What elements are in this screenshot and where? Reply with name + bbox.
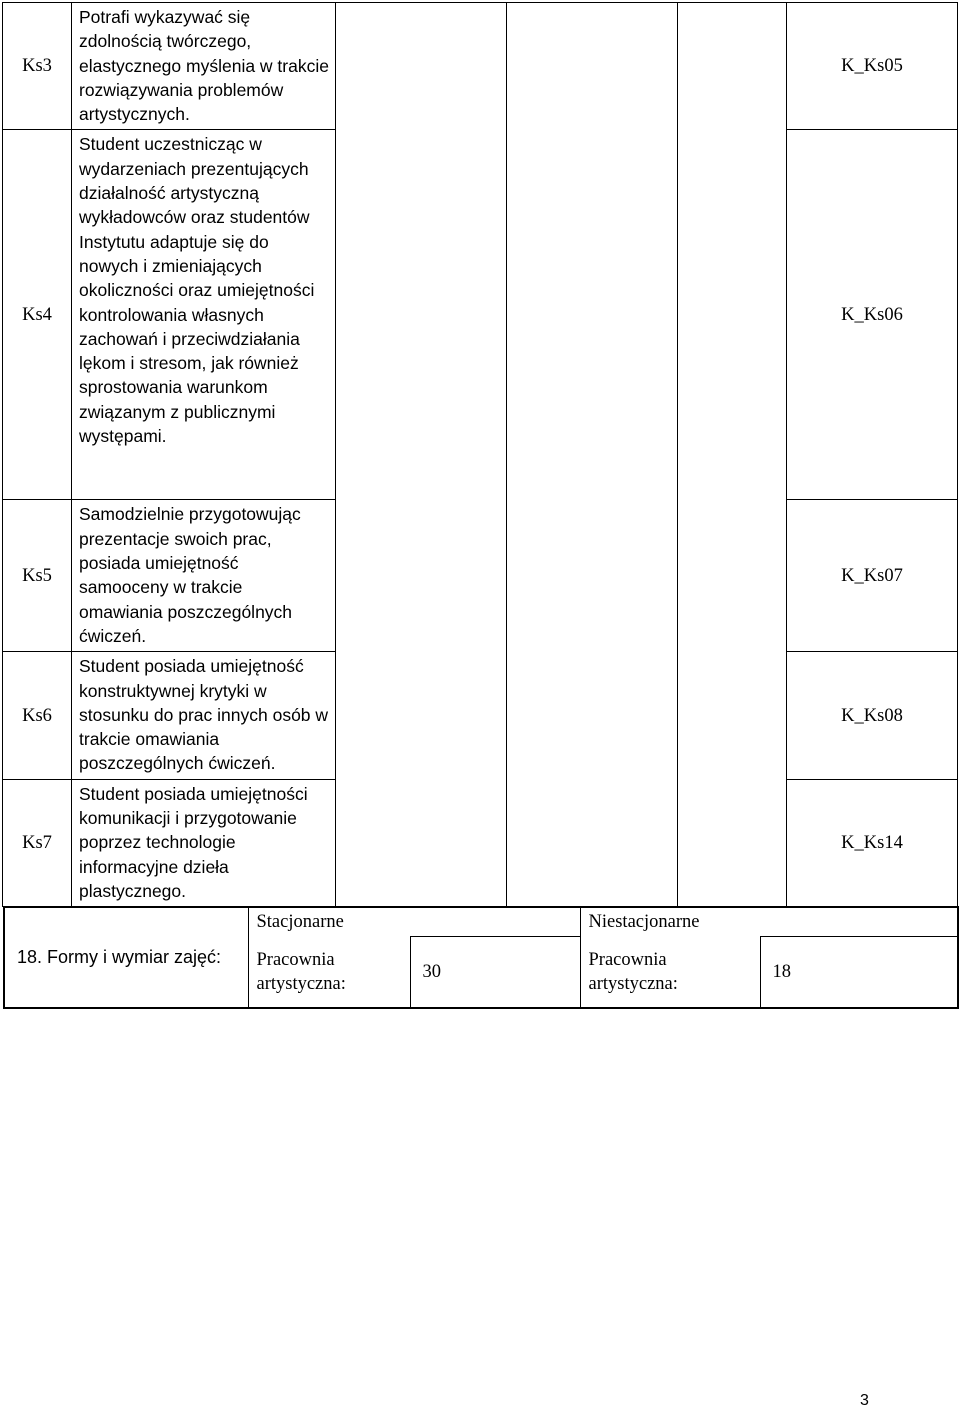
learning-outcomes-table xyxy=(2,2,958,907)
part-time-hours: 18 xyxy=(760,937,958,1008)
outcome-code: Ks5 xyxy=(3,500,72,652)
outcome-code: Ks6 xyxy=(3,652,72,779)
outcome-effect-code: K_Ks08 xyxy=(787,652,958,779)
outcome-description: Student posiada umiejętności komunikacji i przygotowanie poprzez technologie informacyjne dzieła plastycznego. xyxy=(72,779,336,906)
outcome-effect-code: K_Ks06 xyxy=(787,130,958,500)
full-time-form-label: Pracownia artystyczna: xyxy=(248,937,410,1008)
full-time-hours: 30 xyxy=(410,937,580,1008)
forms-and-hours-table xyxy=(3,906,959,1009)
outcome-effect-code: K_Ks07 xyxy=(787,500,958,652)
blank-cell xyxy=(678,3,787,907)
full-time-header: Stacjonarne xyxy=(248,907,580,937)
blank-cell xyxy=(507,3,678,907)
part-time-header: Niestacjonarne xyxy=(580,907,958,937)
outcome-effect-code: K_Ks05 xyxy=(787,3,958,130)
outcome-row xyxy=(3,3,958,130)
outcome-code: Ks3 xyxy=(3,3,72,130)
outcome-description: Samodzielnie przygotowując prezentacje swoich prac, posiada umiejętność samooceny w trakcie omawiania poszczególnych ćwiczeń. xyxy=(72,500,336,652)
blank-cell xyxy=(336,3,507,907)
outcome-description: Student uczestnicząc w wydarzeniach prezentujących działalność artystyczną wykładowców oraz studentów Instytutu adaptuje się do nowych i zmieniających okoliczności oraz umiejętności kontrolowania własnych zachowań i przeciwdziałania lękom i stresom, jak również sprostowania warunkom związanym z publicznymi występami. xyxy=(72,130,336,500)
forms-title: 18. Formy i wymiar zajęć: xyxy=(4,907,248,1008)
page-number: 3 xyxy=(860,1392,869,1409)
outcome-effect-code: K_Ks14 xyxy=(787,779,958,906)
outcome-code: Ks7 xyxy=(3,779,72,906)
forms-header-row xyxy=(4,907,958,937)
outcome-code: Ks4 xyxy=(3,130,72,500)
outcome-description: Student posiada umiejętność konstruktywnej krytyki w stosunku do prac innych osób w trakcie omawiania poszczególnych ćwiczeń. xyxy=(72,652,336,779)
outcome-description: Potrafi wykazywać się zdolnością twórczego, elastycznego myślenia w trakcie rozwiązywania problemów artystycznych. xyxy=(72,3,336,130)
part-time-form-label: Pracownia artystyczna: xyxy=(580,937,760,1008)
